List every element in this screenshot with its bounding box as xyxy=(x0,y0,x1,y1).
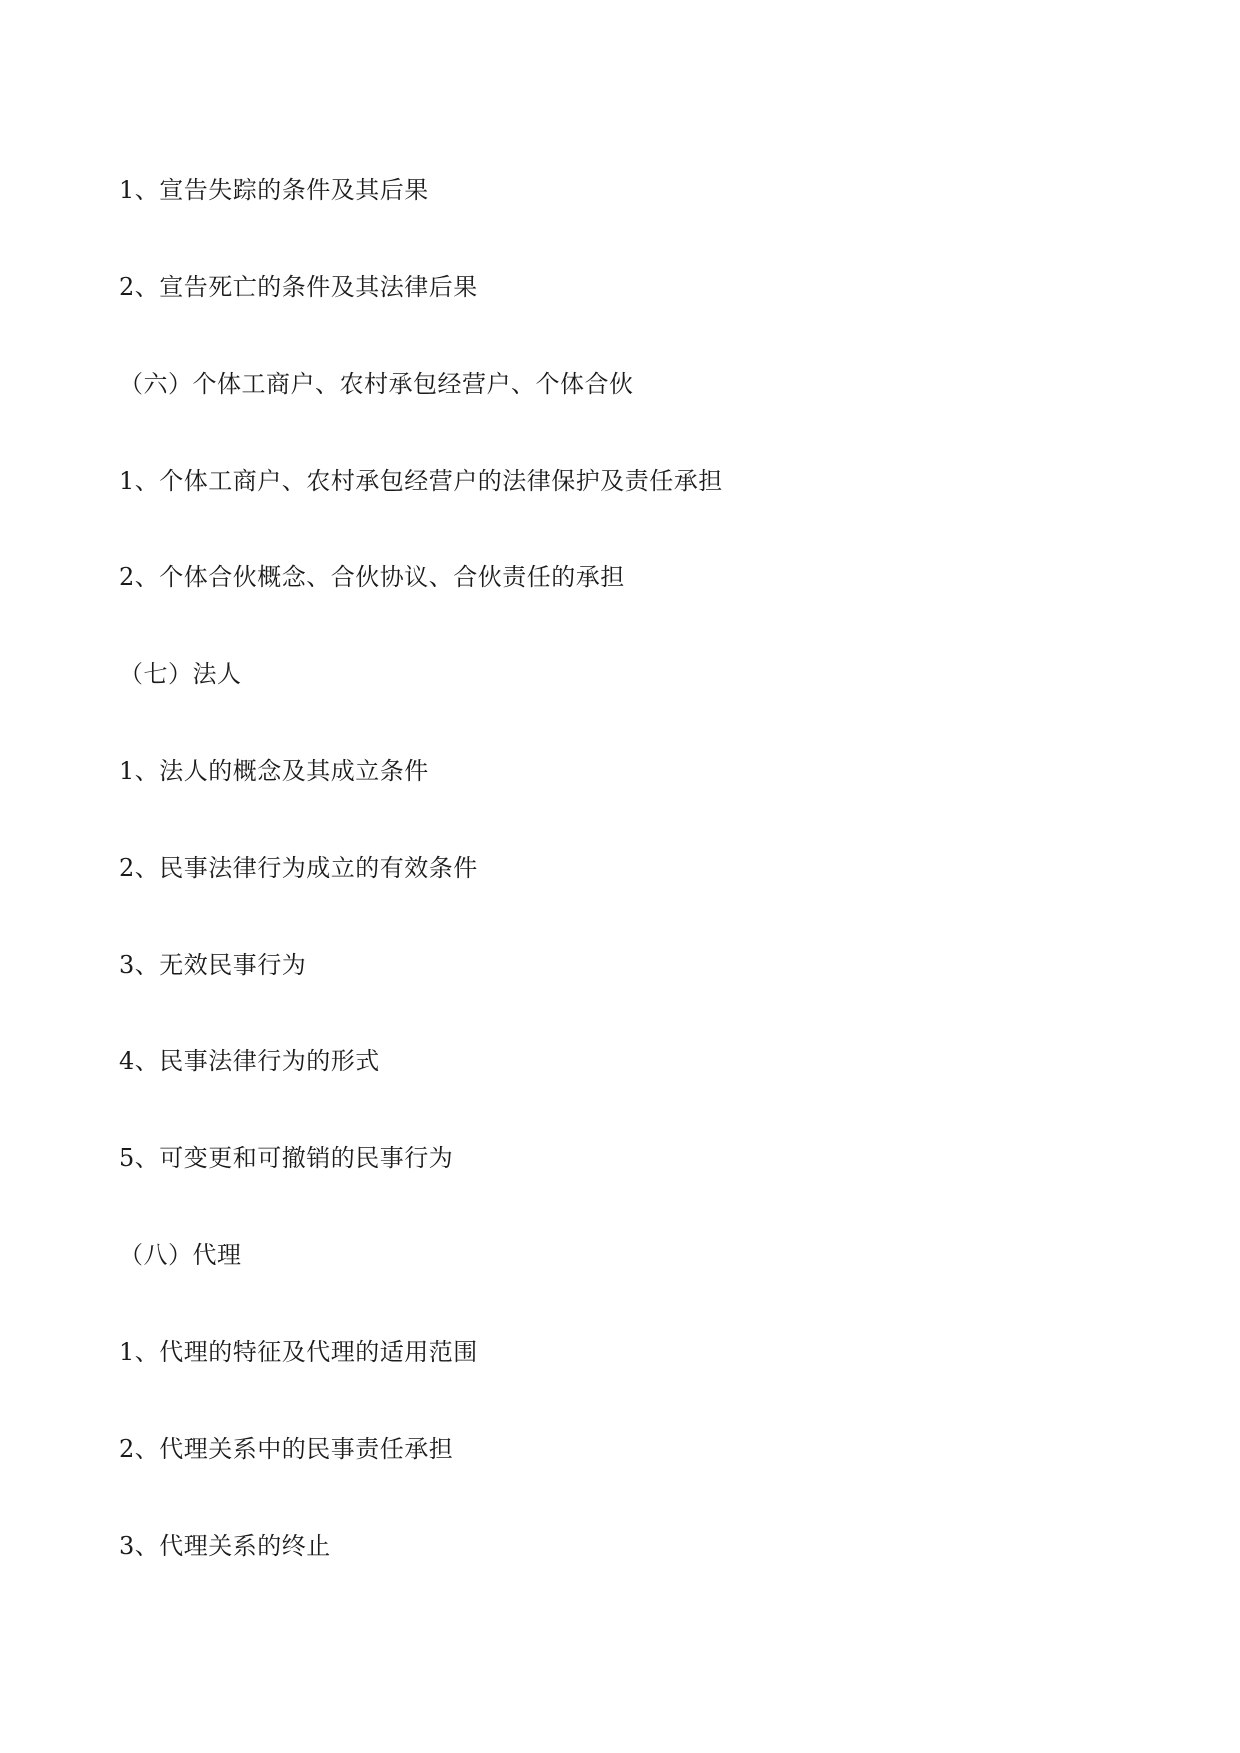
section-heading: （七）法人 xyxy=(119,660,242,688)
list-item: 4、民事法律行为的形式 xyxy=(119,1047,380,1075)
list-item: 1、法人的概念及其成立条件 xyxy=(119,757,429,785)
section-heading: （六）个体工商户、农村承包经营户、个体合伙 xyxy=(119,370,634,398)
list-item: 5、可变更和可撤销的民事行为 xyxy=(119,1144,454,1172)
list-item: 3、无效民事行为 xyxy=(119,951,307,979)
list-item: 1、个体工商户、农村承包经营户的法律保护及责任承担 xyxy=(119,467,723,495)
list-item: 2、代理关系中的民事责任承担 xyxy=(119,1435,454,1463)
list-item: 3、代理关系的终止 xyxy=(119,1532,331,1560)
section-heading: （八）代理 xyxy=(119,1241,242,1269)
list-item: 2、宣告死亡的条件及其法律后果 xyxy=(119,273,478,301)
list-item: 2、个体合伙概念、合伙协议、合伙责任的承担 xyxy=(119,563,625,591)
list-item: 2、民事法律行为成立的有效条件 xyxy=(119,854,478,882)
list-item: 1、代理的特征及代理的适用范围 xyxy=(119,1338,478,1366)
list-item: 1、宣告失踪的条件及其后果 xyxy=(119,176,429,204)
